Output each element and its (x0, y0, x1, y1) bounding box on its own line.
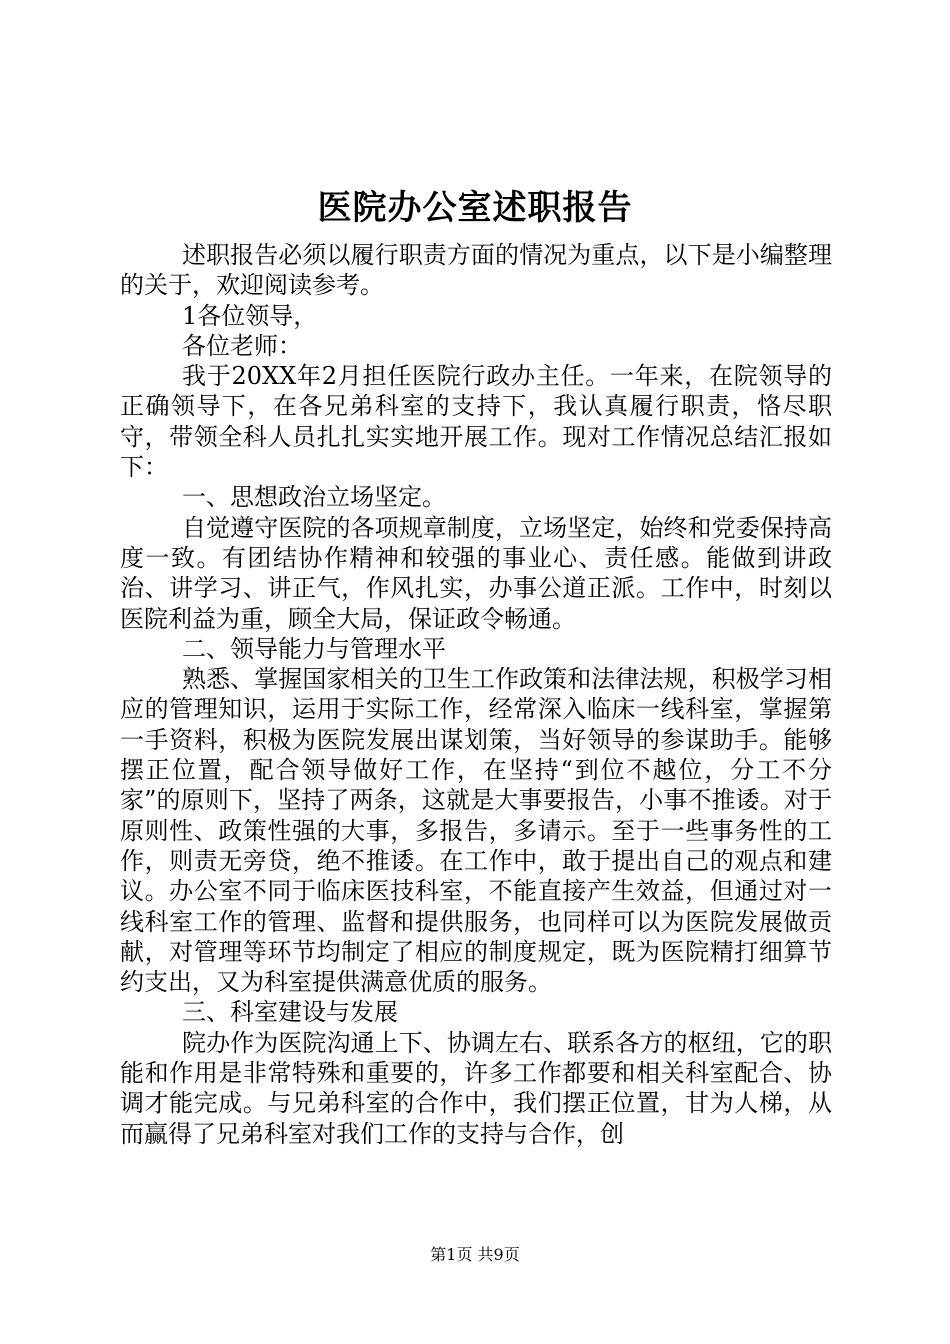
paragraph-intro: 述职报告必须以履行职责方面的情况为重点，以下是小编整理的关于，欢迎阅读参考。 (120, 241, 832, 300)
section-heading-1: 一、思想政治立场坚定。 (182, 483, 446, 512)
document-body (120, 240, 832, 1149)
paragraph-section-2: 熟悉、掌握国家相关的卫生工作政策和法律法规，积极学习相应的管理知识，运用于实际工作，经常深入临床一线科室，掌握第一手资料，积极为医院发展出谋划策，当好领导的参谋助手。能够摆正位置，配合领导做好工作，在坚持“到位不越位，分工不分家”的原则下，坚持了两条，这就是大事要报告，小事不推诿。对于原则性、政策性强的大事，多报告，多请示。至于一些事务性的工作，则责无旁贷，绝不推诿。在工作中，敢于提出自己的观点和建议。办公室不同于临床医技科室，不能直接产生效益，但通过对一线科室工作的管理、监督和提供服务，也同样可以为医院发展做贡献，对管理等环节均制定了相应的制度规定，既为医院精打细算节约支出，又为科室提供满意优质的服务。 (120, 665, 832, 997)
page-number-footer: 第1页 共9页 (430, 1245, 520, 1264)
paragraph-section-3: 院办作为医院沟通上下、协调左右、联系各方的枢纽，它的职能和作用是非常特殊和重要的，许多工作都要和相关科室配合、协调才能完成。与兄弟科室的合作中，我们摆正位置，甘为人梯，从而赢得了兄弟科室对我们工作的支持与合作，创 (120, 1028, 832, 1148)
paragraph-section-1: 自觉遵守医院的各项规章制度，立场坚定，始终和党委保持高度一致。有团结协作精神和较强的事业心、责任感。能做到讲政治、讲学习、讲正气，作风扎实，办事公道正派。工作中，时刻以医院利益为重，顾全大局，保证政令畅通。 (120, 513, 832, 633)
paragraph-salutation-leaders: 1各位领导， (182, 301, 318, 330)
section-heading-2: 二、领导能力与管理水平 (182, 634, 446, 663)
paragraph-overview: 我于20XX年2月担任医院行政办主任。一年来，在院领导的正确领导下，在各兄弟科室的支持下，我认真履行职责，恪尽职守，带领全科人员扎扎实实地开展工作。现对工作情况总结汇报如下： (120, 362, 832, 482)
paragraph-salutation-teachers: 各位老师： (182, 331, 302, 360)
section-heading-3: 三、科室建设与发展 (182, 998, 398, 1027)
document-title: 医院办公室述职报告 (317, 188, 633, 228)
